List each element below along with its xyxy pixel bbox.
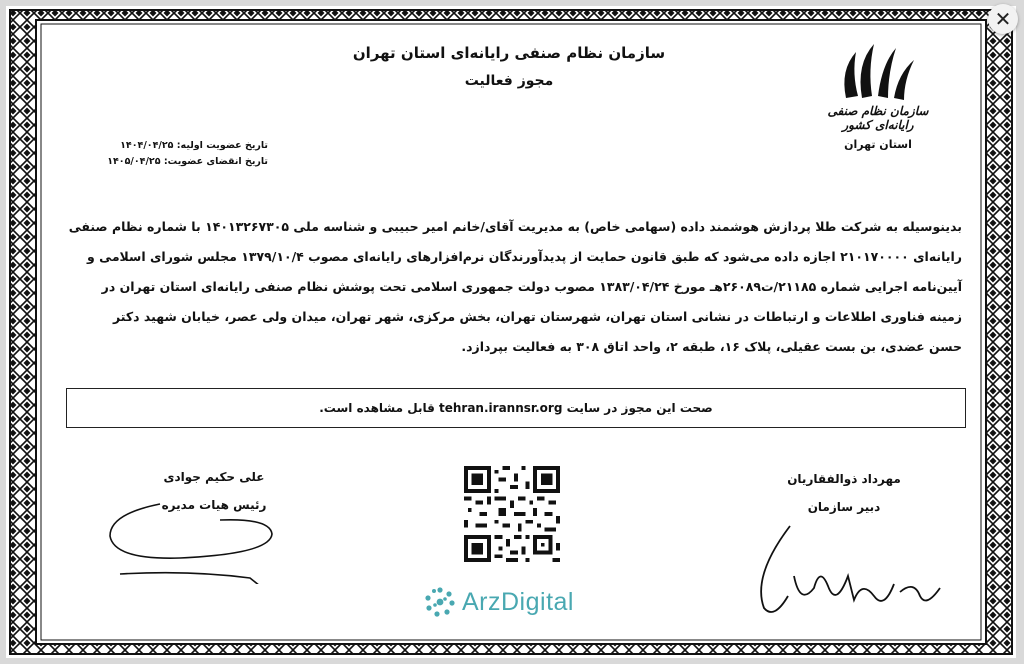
watermark-logo-icon [424,586,456,618]
initial-membership-date: تاریخ عضویت اولیه: ۱۴۰۴/۰۴/۲۵ [120,140,268,151]
org-logo-icon [838,40,918,102]
body-line: رایانه‌ای ۲۱۰۱۷۰۰۰۰ اجازه داده می‌شود که طبق قانون حمایت از پدیدآورندگان نرم‌افزارهای رایانه‌ای مصوب ۱۳۷۹/۱۰/۴ مجلس شورای اسلامی و [87,249,962,264]
verification-text-after: قابل مشاهده است. [319,401,435,415]
watermark-brand: ArzDigital [462,587,574,616]
logo-org-name: سازمان نظام صنفی رایانه‌ای کشور [827,104,929,132]
organization-title: سازمان نظام صنفی رایانه‌ای استان تهران [352,44,666,62]
body-line: حسن عضدی، بن بست عقیلی، پلاک ۱۶، طبقه ۲، واحد اتاق ۳۰۸ به فعالیت بپردازد. [461,339,962,354]
close-button[interactable] [988,4,1018,34]
secretary-name: مهرداد ذوالفقاریان [787,472,901,486]
license-body [62,212,962,362]
certificate-content [44,26,978,638]
watermark [424,586,574,618]
certificate [6,6,1016,658]
document-title: مجوز فعالیت [464,73,554,89]
body-line: بدینوسیله به شرکت طلا پردازش هوشمند داده (سهامی خاص) به مدیریت آقای/خانم امیر حبیبی و شناسه ملی ۱۴۰۱۳۲۶۷۳۰۵ با شماره نظام صنفی [68,219,962,234]
verification-text-before: صحت این مجوز در سایت [566,401,713,415]
close-icon: ✕ [994,7,1012,31]
body-line: زمینه فناوری اطلاعات و ارتباطات در نشانی استان تهران، شهرستان تهران، بخش مرکزی، شهر تهران، میدان ولی عصر، خیابان شهید دکتر [113,309,962,324]
verification-box [66,388,966,428]
secretary-signature-scribble [744,516,954,626]
qr-code [464,466,560,562]
chairman-name: علی حکیم جوادی [163,470,265,484]
secretary-role: دبیر سازمان [807,500,881,514]
logo-province: استان تهران [844,138,912,151]
chairman-signature-scribble [100,474,300,584]
body-line: آیین‌نامه اجرایی شماره ۲۱۱۸۵/ت۲۶۰۸۹هـ مورخ ۱۳۸۳/۰۴/۲۴ مصوب دولت جمهوری اسلامی تحت پوشش نظام صنفی رایانه‌ای استان تهران در [101,279,962,294]
verification-site-link[interactable]: tehran.irannsr.org [439,401,563,415]
membership-expiry-date: تاریخ انقضای عضویت: ۱۴۰۵/۰۴/۲۵ [107,156,268,167]
chairman-role: رئیس هیات مدیره [161,498,267,512]
membership-dates [68,138,268,170]
signature-secretary [744,472,944,514]
organization-logo [818,40,938,170]
